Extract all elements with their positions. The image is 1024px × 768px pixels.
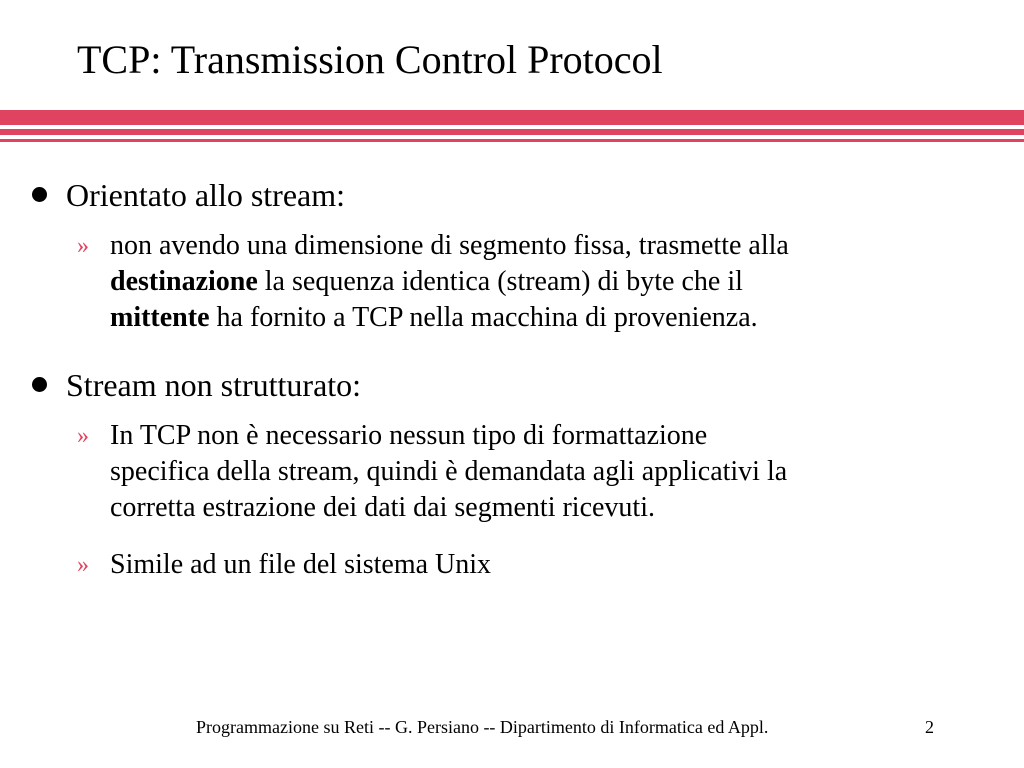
sub-bullet-2-2 — [110, 547, 990, 583]
sub-bullet-line: Simile ad un file del sistema Unix — [110, 549, 492, 580]
bullet-dot-icon — [32, 187, 47, 202]
sub-bullet-line — [110, 300, 990, 336]
title-divider-stripes — [0, 108, 1024, 148]
sub-bullet-line: non avendo una dimensione di segmento fissa, trasmette alla — [110, 230, 789, 261]
sub-bullet-line: corretta estrazione dei dati dai segmenti ricevuti. — [110, 492, 655, 523]
divider-stripe-thick — [0, 110, 1024, 125]
bullet-1: Orientato allo stream: — [66, 177, 346, 213]
bold-term-destinazione: destinazione — [110, 266, 258, 297]
sub-bullet-marker-icon: » — [77, 233, 89, 259]
bullet-2: Stream non strutturato: — [66, 367, 362, 403]
slide-title: TCP: Transmission Control Protocol — [77, 37, 663, 82]
divider-stripe-medium — [0, 129, 1024, 135]
sub-bullet-marker-icon: » — [77, 423, 89, 449]
divider-stripe-thin — [0, 139, 1024, 142]
sub-bullet-1-1 — [110, 228, 990, 336]
slide-footer: Programmazione su Reti -- G. Persiano -- Dipartimento di Informatica ed Appl. — [196, 717, 769, 737]
sub-bullet-line: specifica della stream, quindi è demandata agli applicativi la — [110, 456, 788, 487]
sub-bullet-line — [110, 264, 990, 300]
sub-bullet-line: In TCP non è necessario nessun tipo di formattazione — [110, 420, 708, 451]
sub-bullet-text: ha fornito a TCP nella macchina di provenienza. — [209, 302, 758, 333]
page-number: 2 — [925, 717, 934, 737]
sub-bullet-marker-icon: » — [77, 552, 89, 578]
sub-bullet-text: la sequenza identica (stream) di byte che il — [257, 266, 743, 297]
sub-bullet-2-1 — [110, 418, 990, 526]
bullet-dot-icon — [32, 377, 47, 392]
bold-term-mittente: mittente — [110, 302, 210, 333]
